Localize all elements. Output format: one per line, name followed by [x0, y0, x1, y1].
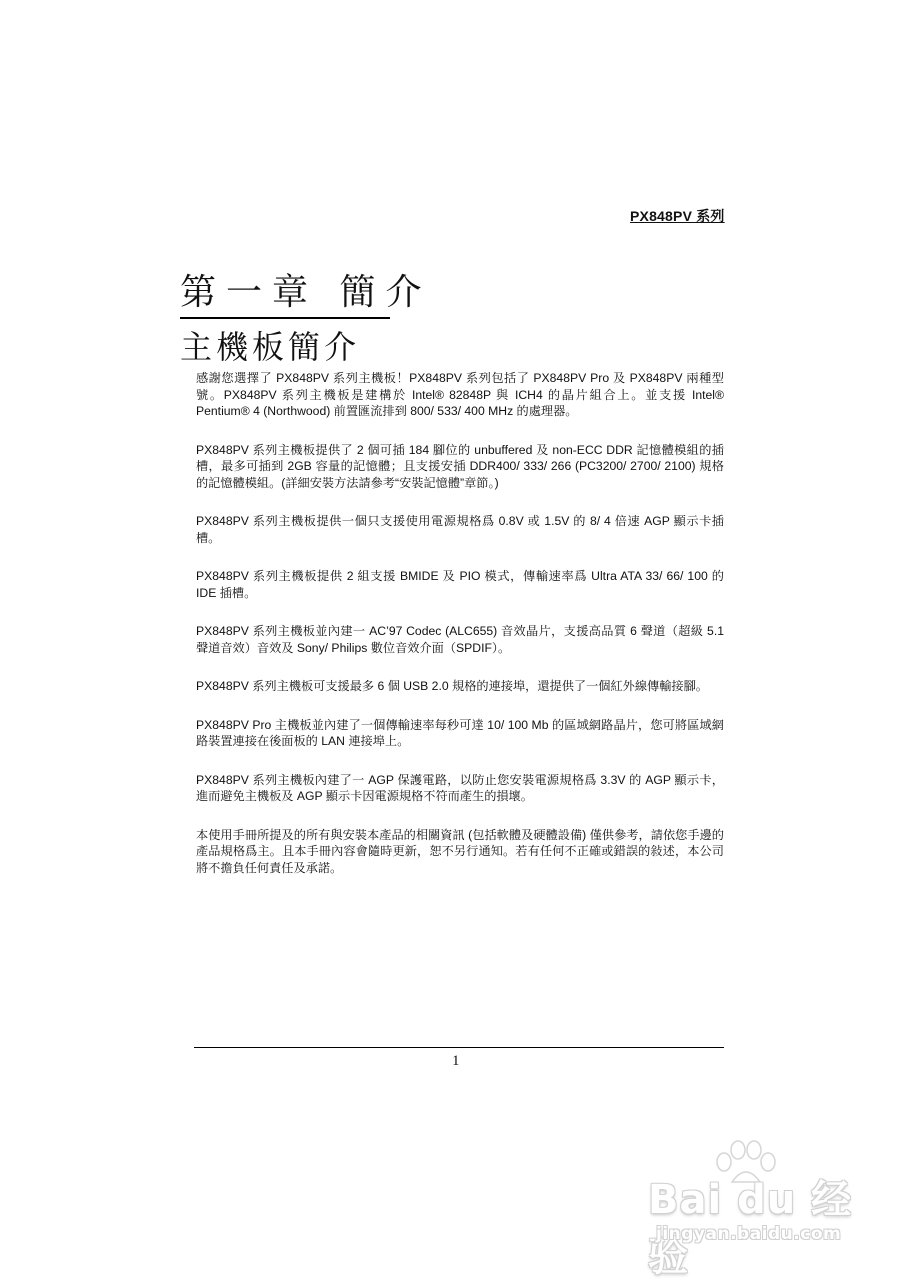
- paragraph-agp-protection: PX848PV 系列主機板內建了一 AGP 保護電路，以防止您安裝電源規格爲 3.3V 的 AGP 顯示卡，進而避免主機板及 AGP 顯示卡因電源規格不符而產生的損壞。: [196, 772, 724, 803]
- paragraph-ide: PX848PV 系列主機板提供 2 組支援 BMIDE 及 PIO 模式，傳輸速率爲 Ultra ATA 33/ 66/ 100 的 IDE 插槽。: [196, 569, 724, 600]
- baidu-watermark: [640, 1140, 880, 1280]
- watermark-url: jingyan.baidu.com: [656, 1224, 842, 1244]
- watermark-brand: Bai du 经验: [648, 1177, 853, 1280]
- content-body: [196, 370, 724, 898]
- paragraph-agp: PX848PV 系列主機板提供一個只支援使用電源規格爲 0.8V 或 1.5V 的 8/ 4 倍速 AGP 顯示卡插槽。: [196, 514, 724, 545]
- paragraph-lan: PX848PV Pro 主機板並內建了一個傳輸速率每秒可達 10/ 100 Mb 的區域網路晶片，您可將區域網路裝置連接在後面板的 LAN 連接埠上。: [196, 717, 724, 748]
- paragraph-intro: 感謝您選擇了 PX848PV 系列主機板！PX848PV 系列包括了 PX848PV Pro 及 PX848PV 兩種型號。PX848PV 系列主機板是建構於 Intel® 82848P 與 ICH4 的晶片組合上。並支援 Intel® Pentium® 4 (Northwood) 前置匯流排到 800/ 533/ 400 MHz 的處理器。: [196, 371, 724, 418]
- paragraph-usb: PX848PV 系列主機板可支援最多 6 個 USB 2.0 規格的連接埠，還提供了一個紅外線傳輸接腳。: [196, 679, 708, 693]
- paragraph-memory: PX848PV 系列主機板提供了 2 個可插 184 腳位的 unbuffered 及 non-ECC DDR 記憶體模組的插槽，最多可插到 2GB 容量的記憶體；且支援安插 DDR400/ 333/ 266 (PC3200/ 2700/ 2100) 規格的記憶體模組。(詳細安裝方法請參考“安裝記憶體”章節。): [196, 442, 724, 490]
- paragraph-audio: PX848PV 系列主機板並內建一 AC’97 Codec (ALC655) 音效晶片，支援高品質 6 聲道（超級 5.1 聲道音效）音效及 Sony/ Philips 數位音效介面（SPDIF）。: [196, 624, 724, 655]
- footer-rule: [194, 1047, 724, 1048]
- paragraph-disclaimer: 本使用手冊所提及的所有與安裝本產品的相關資訊 (包括軟體及硬體設備) 僅供參考，請依您手邊的產品規格爲主。且本手冊內容會隨時更新，恕不另行通知。若有任何不正確或錯誤的敍述，本公司將不擔負任何責任及承諾。: [196, 827, 724, 875]
- chapter-title: 第一章 簡介: [180, 264, 390, 319]
- section-title: 主機板簡介: [180, 328, 361, 366]
- series-header: PX848PV 系列: [630, 208, 725, 224]
- page-number: 1: [452, 1053, 460, 1069]
